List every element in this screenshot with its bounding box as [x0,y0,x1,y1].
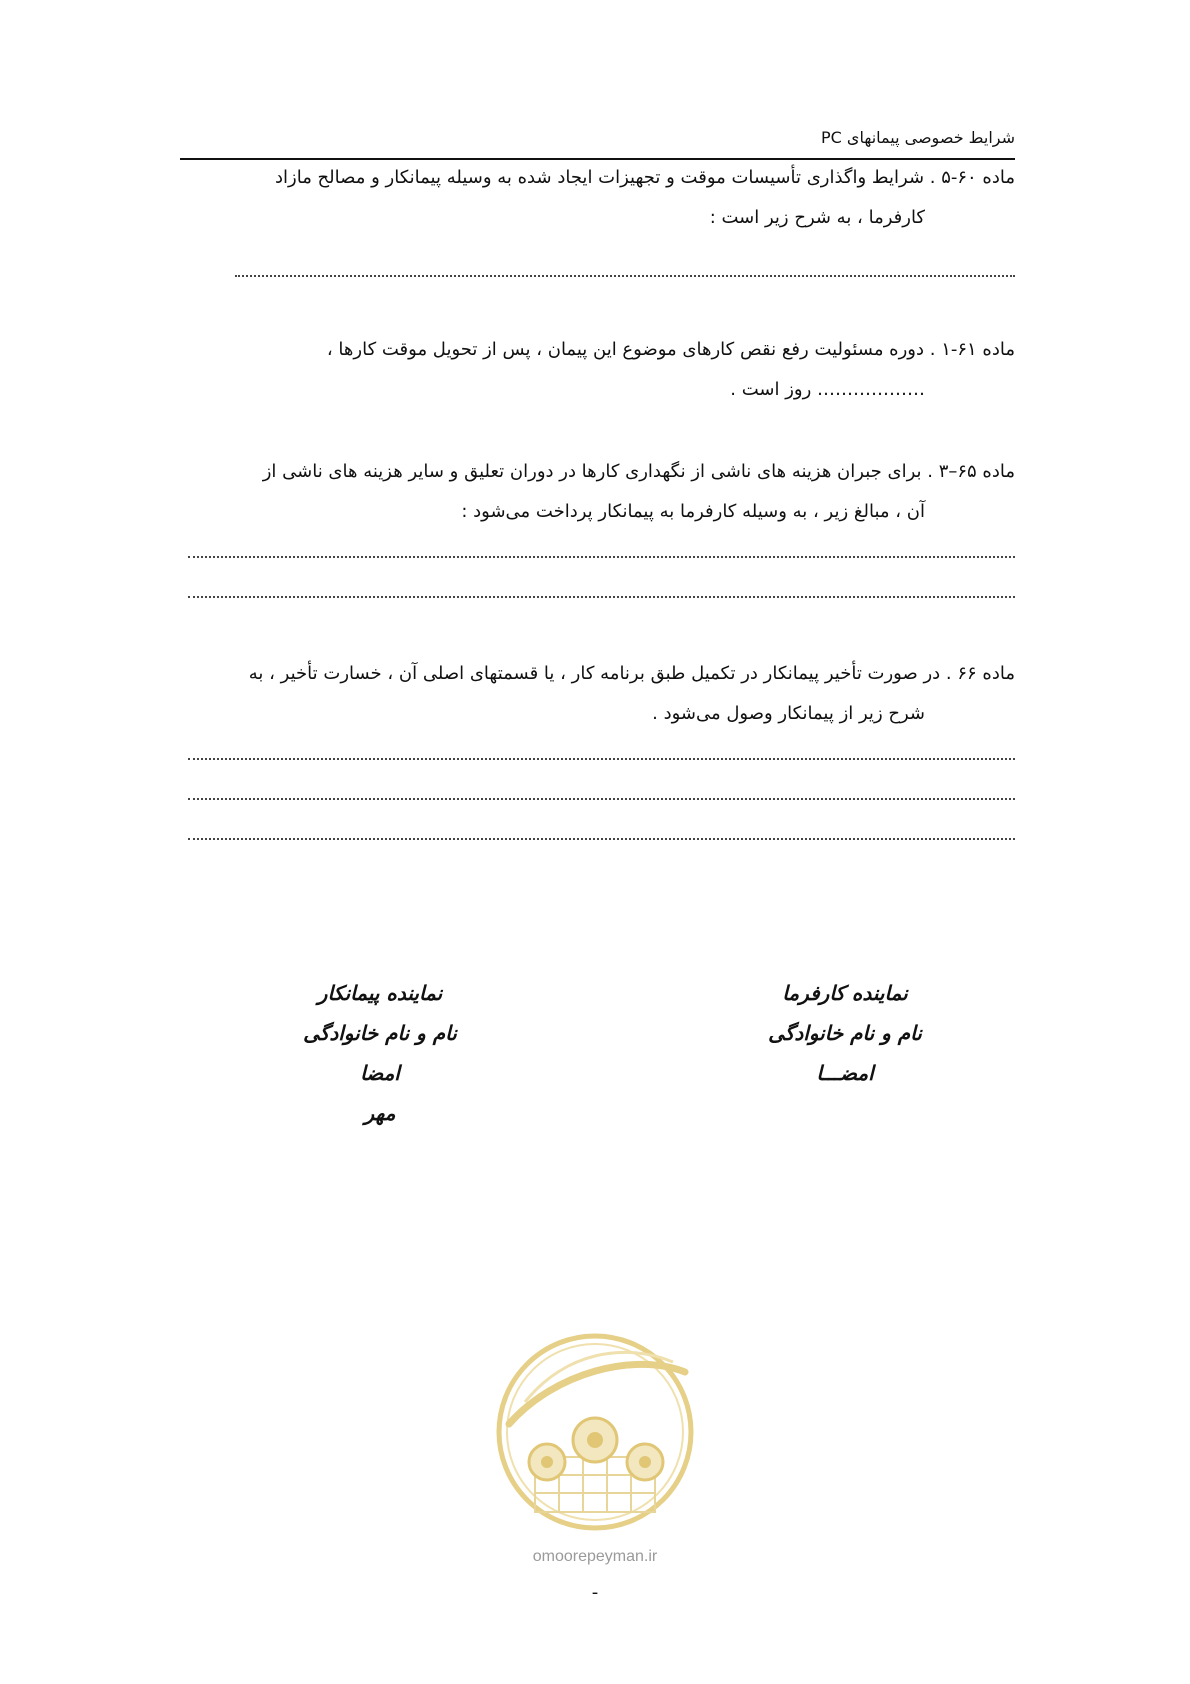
omoore-peyman-logo-icon [495,1332,695,1532]
article-line: ماده ۶۰-۵ . شرایط واگذاری تأسیسات موقت و تجهیزات ایجاد شده به وسیله پیمانکار و مصالح مازاد [275,167,1015,188]
website-label: omoorepeyman.ir [532,1548,658,1565]
employer-name-label: نام و نام خانوادگی [768,1021,922,1045]
fill-in-line [235,275,1015,277]
fill-in-line [188,596,1015,598]
employer-signature-block [735,973,955,1093]
article-line: شرح زیر از پیمانکار وصول می‌شود . [652,703,925,724]
article-line: ماده ۶۶ . در صورت تأخیر پیمانکار در تکمیل طبق برنامه کار ، یا قسمتهای اصلی آن ، خسارت تأخیر ، به [248,663,1015,684]
contractor-signature-block [270,973,490,1133]
article-line: ماده ۶۵–۳ . برای جبران هزینه های ناشی از نگهداری کارها در دوران تعلیق و سایر هزینه های ناشی از [262,461,1015,482]
article-61-1 [180,330,1015,410]
employer-sign-label: امضـــا [816,1061,874,1085]
page-number: - [591,1582,599,1603]
article-65-3 [180,452,1015,532]
article-line: ماده ۶۱-۱ . دوره مسئولیت رفع نقص کارهای موضوع این پیمان ، پس از تحویل موقت کارها ، [326,339,1015,360]
contractor-name-label: نام و نام خانوادگی [303,1021,457,1045]
article-line: ……………… روز است . [730,379,925,400]
fill-in-line [188,838,1015,840]
contractor-seal-label: مهر [364,1101,396,1125]
contractor-title: نماینده پیمانکار [317,981,443,1005]
fill-in-line [188,556,1015,558]
fill-in-line [188,758,1015,760]
fill-in-line [188,798,1015,800]
page-header: شرایط خصوصی پیمانهای PC [821,128,1015,147]
article-60-5 [180,158,1015,238]
article-66 [180,654,1015,734]
article-line: کارفرما ، به شرح زیر است : [709,207,925,228]
contractor-sign-label: امضا [360,1061,400,1085]
article-line: آن ، مبالغ زیر ، به وسیله کارفرما به پیمانکار پرداخت می‌شود : [461,501,925,522]
employer-title: نماینده کارفرما [782,981,908,1005]
